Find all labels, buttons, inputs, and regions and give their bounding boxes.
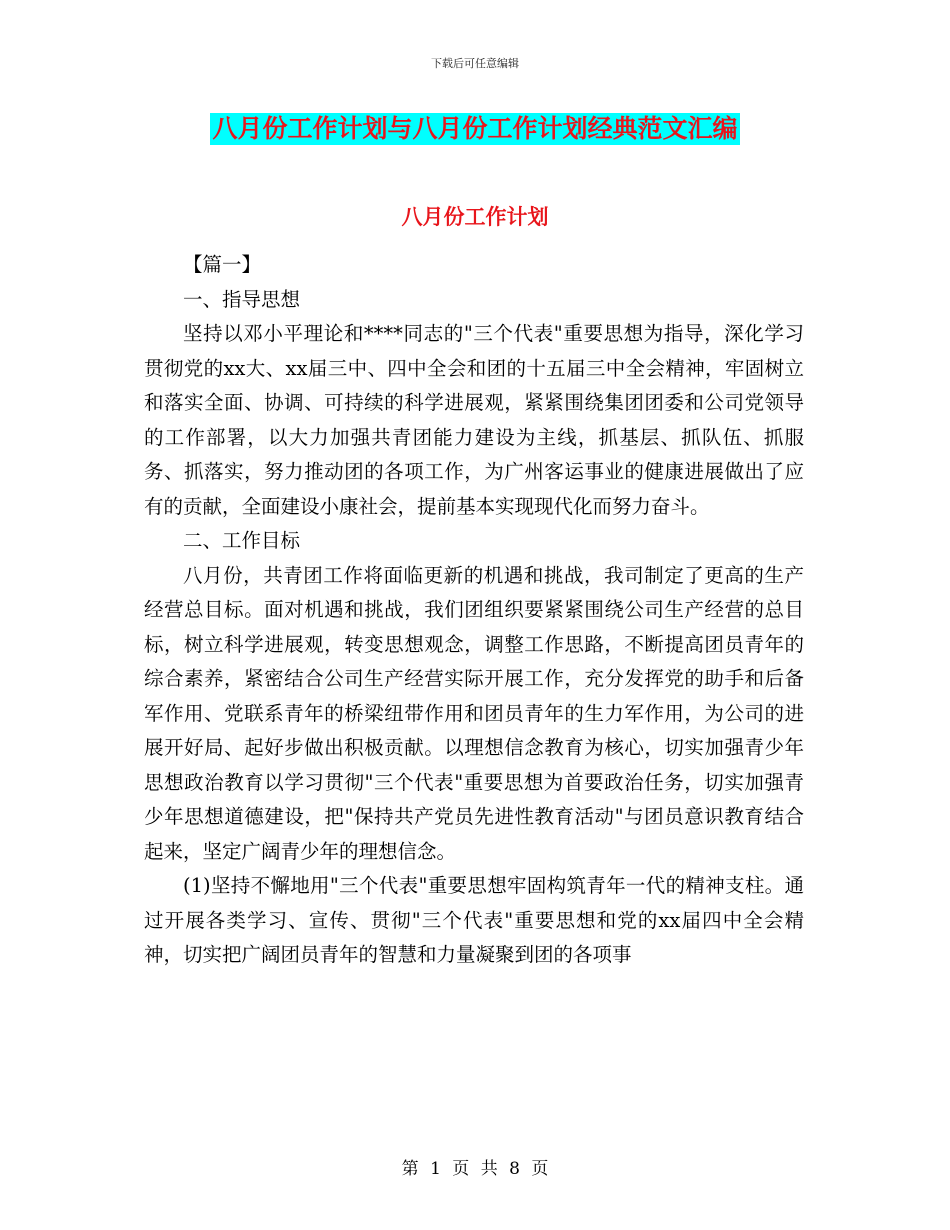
paragraph: (1)坚持不懈地用"三个代表"重要思想牢固构筑青年一代的精神支柱。通过开展各类学习、宣传、贯彻"三个代表"重要思想和党的xx届四中全会精神，切实把广阔团员青年的智慧和力量凝聚到团的各项事: [144, 874, 804, 966]
paragraph-heading-work-goals: 二、工作目标: [183, 529, 301, 552]
paragraph-heading-part-one: 【篇一】: [183, 253, 262, 276]
document-title: [0, 113, 950, 145]
section-title: 八月份工作计划: [401, 205, 549, 229]
paragraph: 坚持以邓小平理论和****同志的"三个代表"重要思想为指导，深化学习贯彻党的xx大、xx届三中、四中全会和团的十五届三中全会精神，牢固树立和落实全面、协调、可持续的科学进展观，紧紧围绕集团团委和公司党领导的工作部署，以大力加强共青团能力建设为主线，抓基层、抓队伍、抓服务、抓落实，努力推动团的各项工作，为广州客运事业的健康进展做出了应有的贡献，全面建设小康社会，提前基本实现现代化而努力奋斗。: [144, 322, 804, 518]
paragraph: 八月份，共青团工作将面临更新的机遇和挑战，我司制定了更高的生产经营总目标。面对机遇和挑战，我们团组织要紧紧围绕公司生产经营的总目标，树立科学进展观，转变思想观念，调整工作思路，不断提高团员青年的综合素养，紧密结合公司生产经营实际开展工作，充分发挥党的助手和后备军作用、党联系青年的桥梁纽带作用和团员青年的生力军作用，为公司的进展开好局、起好步做出积极贡献。以理想信念教育为核心，切实加强青少年思想政治教育以学习贯彻"三个代表"重要思想为首要政治任务，切实加强青少年思想道德建设，把"保持共产党员先进性教育活动"与团员意识教育结合起来，坚定广阔青少年的理想信念。: [144, 563, 804, 863]
paragraph-heading-guiding-ideology: 一、指导思想: [183, 287, 301, 311]
document-title-text: 八月份工作计划与八月份工作计划经典范文汇编: [212, 114, 738, 143]
header-note: 下载后可任意编辑: [431, 57, 519, 70]
page-footer: 第 1 页 共 8 页: [401, 1159, 549, 1179]
document-body: [144, 248, 804, 973]
